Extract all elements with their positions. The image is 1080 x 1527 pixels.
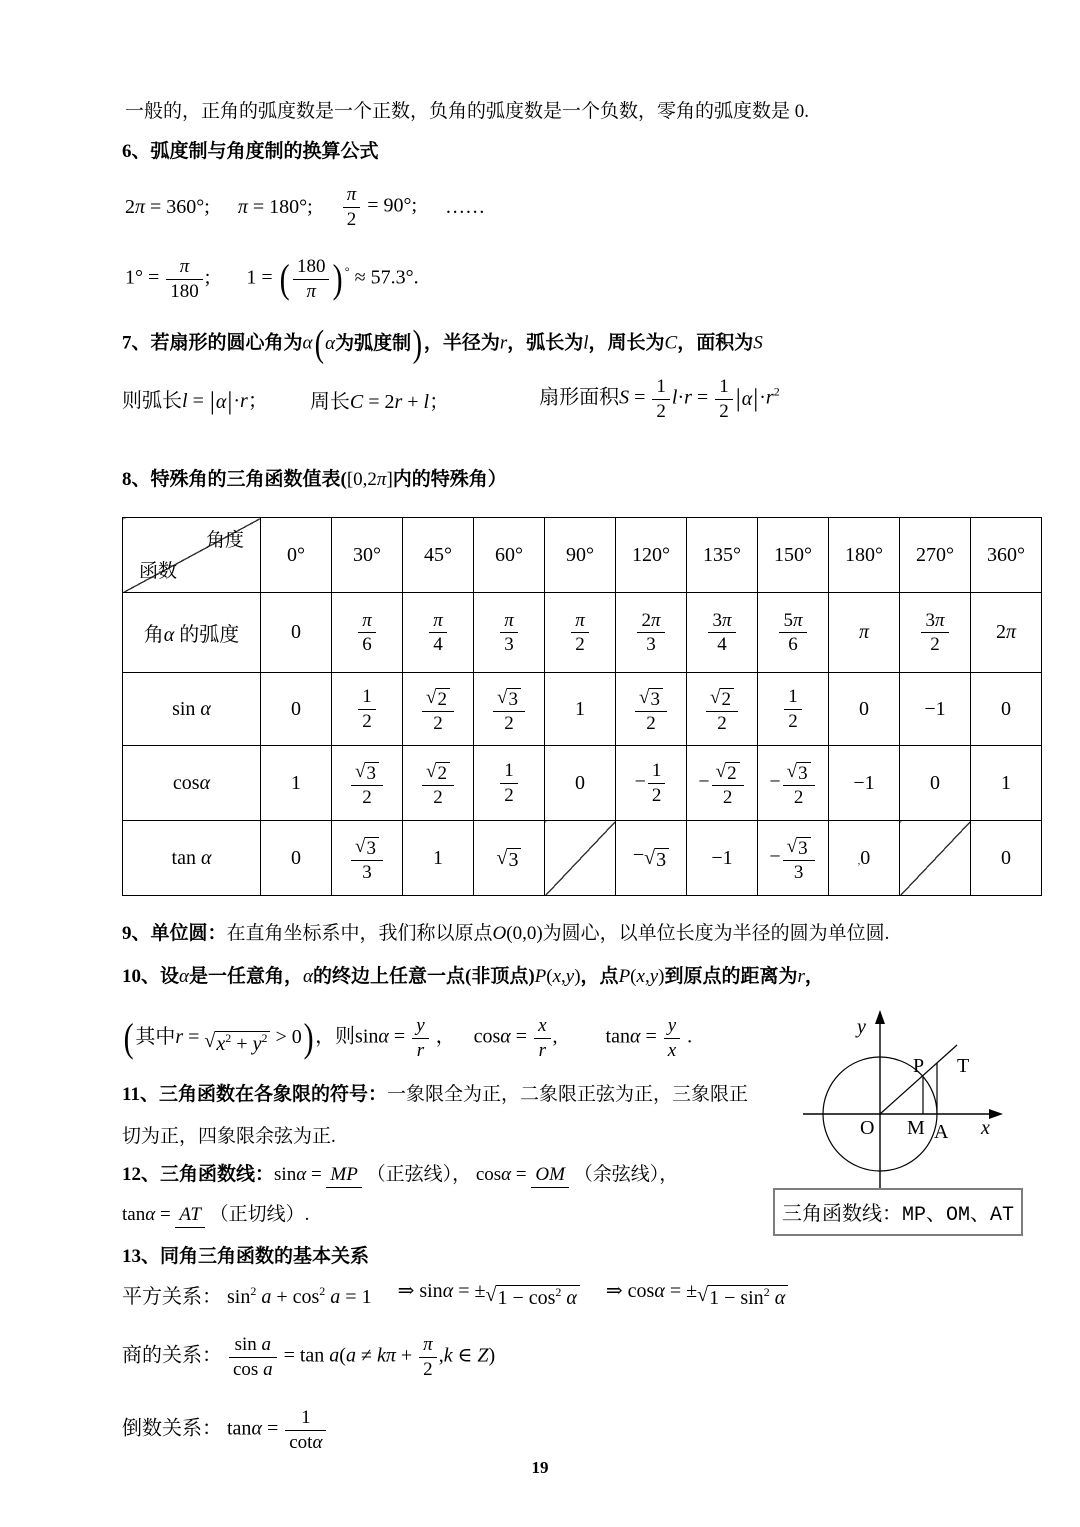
corner-label-angle: 角度 <box>205 530 244 551</box>
formula-pi2-90: $\frac{\pi}{2}$ = 90°; <box>341 184 417 230</box>
table-header-cell: 135° <box>687 518 758 593</box>
table-cell: 1 <box>545 673 616 746</box>
formula-cos-from-sin: ⇒ cosα = ± √ $1 - \sin^2 \alpha$ <box>606 1278 788 1309</box>
table-header-cell: 150° <box>758 518 829 593</box>
table-diagonal-cell <box>545 821 616 896</box>
section-6-formula-row-1 <box>125 178 485 236</box>
table-cell: $\frac{3\pi}{2}$ <box>900 593 971 673</box>
formula-pythagorean: 平方关系： $\sin^2 a + \cos^2 a = 1$ <box>122 1283 372 1308</box>
table-header-cell: 45° <box>403 518 474 593</box>
table-cell: √ 3 <box>474 821 545 896</box>
formula-pi-180: π = 180°; <box>237 195 313 218</box>
section-11-paragraph: 11、三角函数在各象限的符号：一象限全为正，二象限正弦为正，三象限正 <box>122 1084 748 1105</box>
table-cell: $\frac{\pi}{4}$ <box>403 593 474 673</box>
formula-1deg: 1° = $\frac{\pi}{180}$ ; <box>125 256 211 302</box>
table-row-label: cosα <box>123 746 261 821</box>
section-7-title: 7、若扇形的圆心角为α ( α为弧度制 ) ，半径为r，弧长为l，周长为C，面积为S <box>122 323 763 365</box>
formula-ellipsis: …… <box>445 195 486 218</box>
formula-arc-length: 则弧长l = | α | ·r； <box>122 388 268 416</box>
table-header-cell: 30° <box>332 518 403 593</box>
section-12-paragraph: 12、三角函数线：sinα = MP （正弦线）， cosα = OM （余弦线）， <box>122 1163 678 1188</box>
a-point-label: A <box>934 1121 949 1143</box>
table-cell: $\frac{1}{2}$ <box>332 673 403 746</box>
table-header-cell: 180° <box>829 518 900 593</box>
section-10-formula-row <box>122 1005 692 1071</box>
table-header-cell: 0° <box>261 518 332 593</box>
corner-label-function: 函数 <box>139 561 178 582</box>
section-13-title: 13、同角三角函数的基本关系 <box>122 1246 370 1267</box>
table-diagonal-cell <box>900 821 971 896</box>
table-cell: $\frac{\pi}{6}$ <box>332 593 403 673</box>
table-cell: − √ 3 3 <box>758 821 829 896</box>
table-cell: − $\frac{1}{2}$ <box>616 746 687 821</box>
table-cell: ,0 <box>829 821 900 896</box>
table-cell: 1 <box>403 821 474 896</box>
table-header-cell: 270° <box>900 518 971 593</box>
table-cell: 0 <box>900 746 971 821</box>
table-cell: 0 <box>545 746 616 821</box>
formula-reciprocal: 倒数关系： tanα = $\frac{1}{\cot\alpha}$ <box>122 1407 328 1453</box>
table-corner-cell <box>123 518 261 593</box>
table-header-cell: 360° <box>971 518 1042 593</box>
formula-sector-area: 扇形面积S = $\frac{1}{2}$ l·r = $\frac{1}{2}$ | α | $\cdot r^2$ <box>539 376 780 422</box>
table-cell: 1 <box>261 746 332 821</box>
diagram-caption-box <box>773 1188 1023 1236</box>
table-cell: $\frac{2\pi}{3}$ <box>616 593 687 673</box>
table-cell: $\frac{3\pi}{4}$ <box>687 593 758 673</box>
p-point-label: P <box>913 1055 925 1077</box>
reciprocal-relation-row <box>122 1392 328 1468</box>
y-axis-arrow <box>875 1010 885 1024</box>
section-8-title: 8、特殊角的三角函数值表([0,2π]内的特殊角） <box>122 469 507 490</box>
formula-1rad: 1 = ( $\frac{180}{\pi}$ ) ° ≈ 57.3°. <box>246 256 419 302</box>
table-cell: 1 <box>971 746 1042 821</box>
formula-cos-def: cosα = $\frac{x}{r}$ , <box>473 1015 558 1061</box>
x-axis-label: x <box>981 1117 990 1139</box>
table-header-cell: 60° <box>474 518 545 593</box>
section-11-paragraph-line-2: 切为正，四象限余弦为正. <box>122 1126 336 1147</box>
table-cell: $\frac{5\pi}{6}$ <box>758 593 829 673</box>
table-cell: $\frac{1}{2}$ <box>474 746 545 821</box>
table-cell: √ 3 2 <box>474 673 545 746</box>
table-cell: $\frac{\pi}{3}$ <box>474 593 545 673</box>
section-6-title: 6、弧度制与角度制的换算公式 <box>122 141 379 162</box>
table-cell: − √ 3 2 <box>758 746 829 821</box>
origin-label: O <box>860 1117 875 1139</box>
intro-paragraph: 一般的，正角的弧度数是一个正数，负角的弧度数是一个负数，零角的弧度数是 0. <box>125 101 810 122</box>
table-cell: − √ 3 <box>616 821 687 896</box>
table-cell: √ 2 2 <box>687 673 758 746</box>
table-cell: −1 <box>829 746 900 821</box>
square-relation-row <box>122 1272 788 1316</box>
formula-perimeter: 周长C = 2r + l； <box>309 390 450 413</box>
formula-quotient: 商的关系： $\frac{\text{sin a}}{\text{cos a}}$ = tan a(a ≠ kπ + $\frac{\pi}{2}$ ,k ∈ Z) <box>122 1334 496 1380</box>
m-point-label: M <box>907 1117 925 1139</box>
section-12-paragraph-line-2: tanα = AT （正切线）. <box>122 1203 309 1228</box>
section-10-paragraph: 10、设α是一任意角，α的终边上任意一点(非顶点)P(x,y)，点P(x,y)到原点的距离为r， <box>122 966 824 987</box>
table-cell: −1 <box>687 821 758 896</box>
table-row-label: 角α 的弧度 <box>123 593 261 673</box>
page-number: 19 <box>531 1458 549 1477</box>
table-cell: 2π <box>971 593 1042 673</box>
table-cell: √ 3 2 <box>616 673 687 746</box>
formula-sin-from-cos: ⇒ sinα = ± √ $1 - \cos^2 \alpha$ <box>398 1278 580 1309</box>
table-cell: 0 <box>971 673 1042 746</box>
section-6-formula-row-2 <box>125 243 419 315</box>
table-cell: √ 2 2 <box>403 673 474 746</box>
table-cell: 0 <box>261 821 332 896</box>
table-cell: − √ 2 2 <box>687 746 758 821</box>
section-9-paragraph: 9、单位圆：在直角坐标系中，我们称以原点O(0,0)为圆心，以单位长度为半径的圆为单位圆. <box>122 923 890 944</box>
formula-sin-def: ( 其中r = √ $x^2 + y^2$ > 0 ) ，则sinα = $\frac{y}{r}$ ， <box>123 1014 456 1061</box>
table-cell: −1 <box>900 673 971 746</box>
y-axis-label: y <box>857 1016 866 1038</box>
formula-tan-def: tanα = $\frac{y}{x}$ . <box>605 1015 693 1061</box>
table-header-cell: 90° <box>545 518 616 593</box>
special-angles-table <box>122 517 1042 896</box>
table-cell: $\frac{\pi}{2}$ <box>545 593 616 673</box>
trig-lines-diagram <box>775 1000 1025 1188</box>
table-cell: 0 <box>971 821 1042 896</box>
table-cell: √ 3 3 <box>332 821 403 896</box>
table-cell: 0 <box>829 673 900 746</box>
t-point-label: T <box>957 1055 970 1077</box>
table-cell: π <box>829 593 900 673</box>
table-row-label: sin α <box>123 673 261 746</box>
quotient-relation-row <box>122 1318 495 1396</box>
table-header-cell: 120° <box>616 518 687 593</box>
table-cell: 0 <box>261 673 332 746</box>
diagram-caption: 三角函数线：MP、OM、AT <box>781 1203 1014 1227</box>
section-7-formula-row <box>122 368 780 430</box>
table-cell: √ 2 2 <box>403 746 474 821</box>
table-cell: $\frac{1}{2}$ <box>758 673 829 746</box>
table-cell: √ 3 2 <box>332 746 403 821</box>
table-cell: 0 <box>261 593 332 673</box>
formula-2pi-360: 2π = 360°; <box>125 195 210 218</box>
x-axis-arrow <box>989 1109 1003 1119</box>
table-row-label: tan α <box>123 821 261 896</box>
